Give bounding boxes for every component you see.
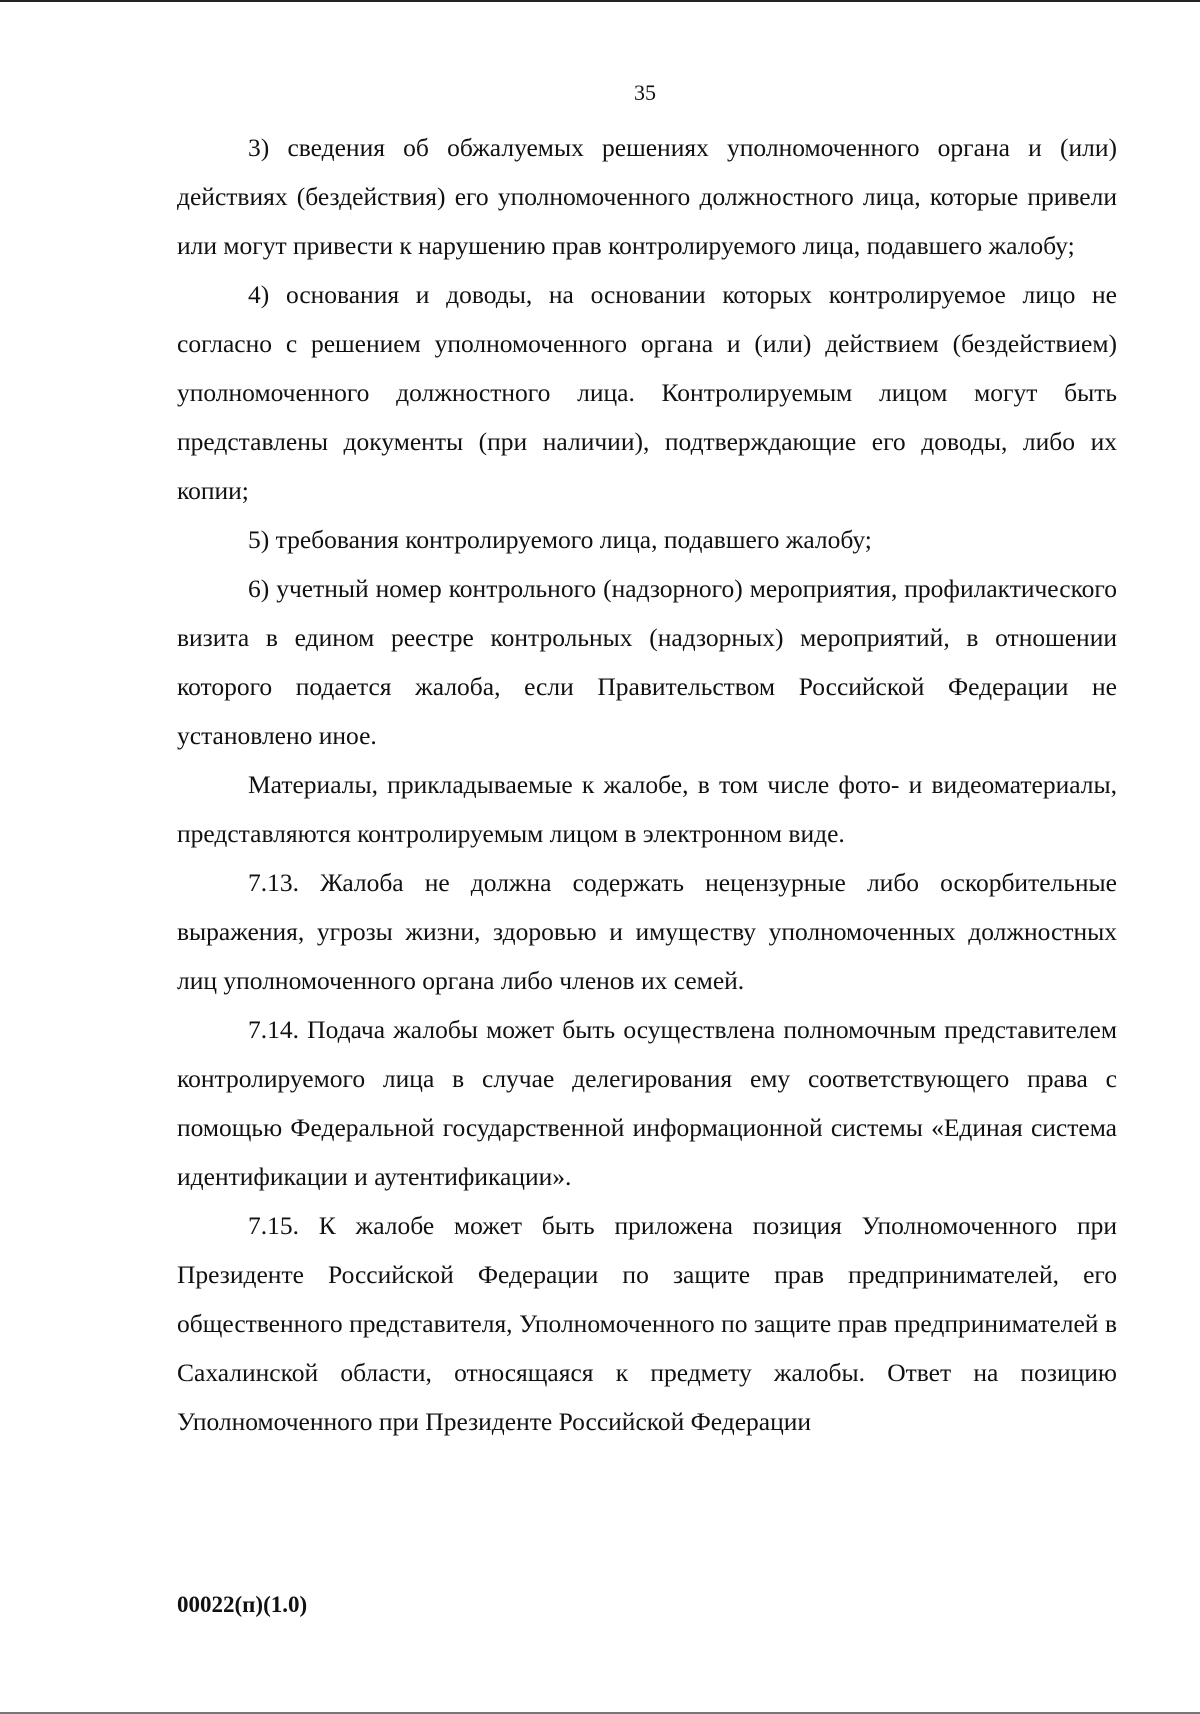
page-top-edge [0, 0, 1200, 2]
paragraph-7-13: 7.13. Жалоба не должна содержать нецензурные либо оскорбительные выражения, угрозы жизни, здоровью и имуществу уполномоченных должностных лиц уполномоченного органа либо членов их семей. [177, 868, 1117, 995]
paragraph-item-6: 6) учетный номер контрольного (надзорного) мероприятия, профилактического визита в едином реестре контрольных (надзорных) мероприятий, в отношении которого подается жалоба, если Правительством Российской Федерации не установлено иное. [177, 574, 1117, 750]
paragraph-7-14: 7.14. Подача жалобы может быть осуществлена полномочным представителем контролируемого лица в случае делегирования ему соответствующего права с помощью Федеральной государственной информационной системы «Единая система идентификации и аутентификации». [177, 1015, 1117, 1191]
paragraph-item-4: 4) основания и доводы, на основании которых контролируемое лицо не согласно с решением уполномоченного органа и (или) действием (бездействием) уполномоченного должностного лица. Контролируемым лицом могут быть представлены документы (при наличии), подтверждающие его доводы, либо их копии; [177, 280, 1117, 505]
paragraph-7-15: 7.15. К жалобе может быть приложена позиция Уполномоченного при Президенте Российской Федерации по защите прав предпринимателей, его общественного представителя, Уполномоченного по защите прав предпринимателей в Сахалинской области, относящаяся к предмету жалобы. Ответ на позицию Уполномоченного при Президенте Российской Федерации [177, 1211, 1117, 1436]
document-body [177, 123, 1117, 1446]
paragraph-item-3: 3) сведения об обжалуемых решениях уполномоченного органа и (или) действиях (бездействия) его уполномоченного должностного лица, которые привели или могут привести к нарушению прав контролируемого лица, подавшего жалобу; [177, 133, 1117, 260]
document-code: 00022(п)(1.0) [177, 1592, 308, 1617]
paragraph-item-5: 5) требования контролируемого лица, подавшего жалобу; [248, 525, 872, 554]
page-number: 35 [634, 80, 656, 105]
paragraph-materials: Материалы, прикладываемые к жалобе, в том числе фото- и видеоматериалы, представляются контролируемым лицом в электронном виде. [177, 770, 1117, 848]
